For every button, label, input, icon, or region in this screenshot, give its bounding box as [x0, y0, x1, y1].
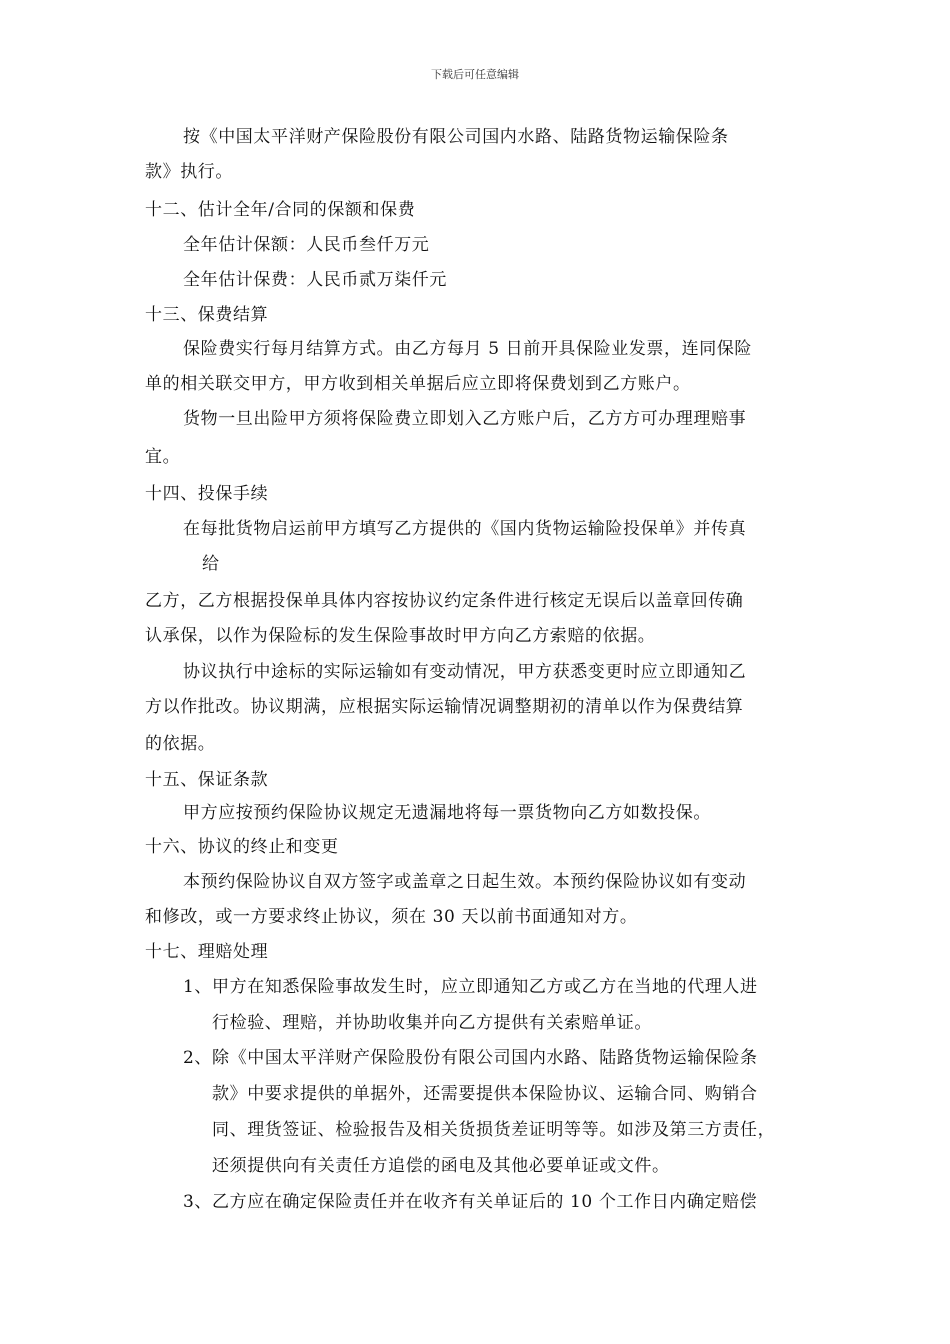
list-item-continuation: 行检验、理赔，并协助收集并向乙方提供有关索赔单证。 — [212, 1013, 652, 1033]
body-line: 款》执行。 — [145, 162, 233, 182]
page-header: 下载后可任意编辑 — [431, 68, 519, 81]
section-heading: 十三、保费结算 — [145, 305, 269, 325]
section-heading: 十七、理赔处理 — [145, 942, 269, 962]
body-line: 货物一旦出险甲方须将保险费立即划入乙方账户后，乙方方可办理理赔事 — [183, 409, 747, 429]
body-line: 认承保，以作为保险标的发生保险事故时甲方向乙方索赔的依据。 — [145, 626, 656, 646]
list-item: 3、乙方应在确定保险责任并在收齐有关单证后的 10 个工作日内确定赔偿 — [183, 1192, 758, 1212]
body-line: 宜。 — [145, 447, 181, 467]
body-line: 甲方应按预约保险协议规定无遗漏地将每一票货物向乙方如数投保。 — [183, 803, 711, 823]
body-line: 乙方，乙方根据投保单具体内容按协议约定条件进行核定无误后以盖章回传确 — [145, 591, 744, 611]
body-line: 单的相关联交甲方，甲方收到相关单据后应立即将保费划到乙方账户。 — [145, 374, 691, 394]
body-line: 和修改，或一方要求终止协议，须在 30 天以前书面通知对方。 — [145, 907, 638, 927]
list-item: 1、甲方在知悉保险事故发生时，应立即通知乙方或乙方在当地的代理人进 — [183, 977, 758, 997]
list-item-continuation: 款》中要求提供的单据外，还需要提供本保险协议、运输合同、购销合 — [212, 1084, 758, 1104]
body-line: 方以作批改。协议期满，应根据实际运输情况调整期初的清单以作为保费结算 — [145, 697, 744, 717]
body-line: 保险费实行每月结算方式。由乙方每月 5 日前开具保险业发票，连同保险 — [183, 339, 753, 359]
body-line: 按《中国太平洋财产保险股份有限公司国内水路、陆路货物运输保险条 — [183, 127, 729, 147]
body-line: 在每批货物启运前甲方填写乙方提供的《国内货物运输险投保单》并传真 — [183, 519, 747, 539]
body-line: 的依据。 — [145, 734, 216, 754]
list-item: 2、除《中国太平洋财产保险股份有限公司国内水路、陆路货物运输保险条 — [183, 1048, 758, 1068]
list-item-continuation: 同、理货签证、检验报告及相关货损货差证明等等。如涉及第三方责任， — [212, 1120, 776, 1140]
section-heading: 十四、投保手续 — [145, 484, 269, 504]
body-line: 全年估计保额：人民币叁仟万元 — [183, 235, 430, 255]
section-heading: 十五、保证条款 — [145, 770, 269, 790]
section-heading: 十二、估计全年/合同的保额和保费 — [145, 200, 416, 220]
body-line: 本预约保险协议自双方签字或盖章之日起生效。本预约保险协议如有变动 — [183, 872, 747, 892]
body-line: 全年估计保费：人民币贰万柒仟元 — [183, 270, 447, 290]
list-item-continuation: 还须提供向有关责任方追偿的函电及其他必要单证或文件。 — [212, 1156, 670, 1176]
section-heading: 十六、协议的终止和变更 — [145, 837, 339, 857]
body-line: 协议执行中途标的实际运输如有变动情况，甲方获悉变更时应立即通知乙 — [183, 662, 747, 682]
body-line: 给 — [202, 554, 220, 574]
